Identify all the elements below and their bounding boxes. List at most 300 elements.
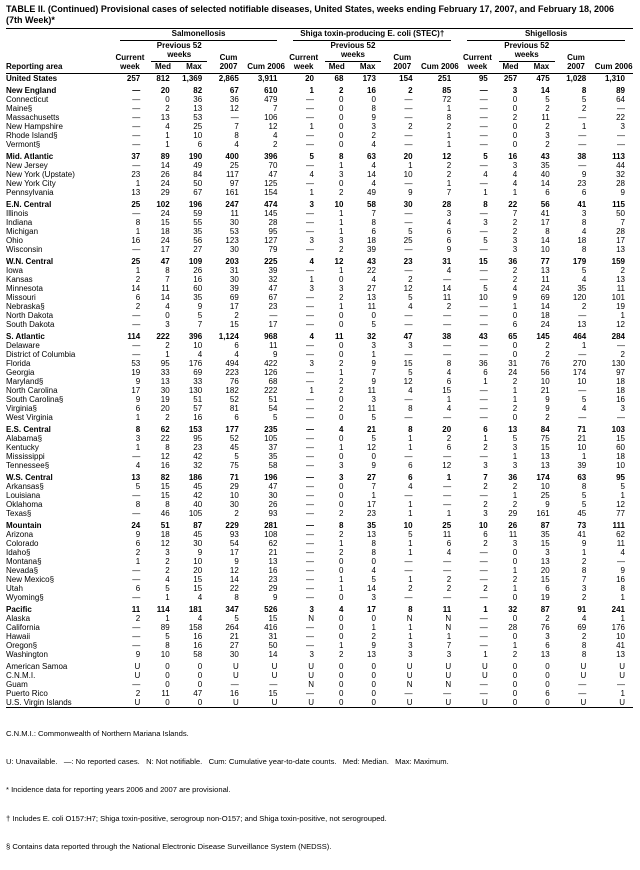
value-cell: 4 [165,122,170,132]
value-cell: 0 [512,662,518,672]
value-cell: — [479,302,488,312]
value-cell: 1 [408,548,413,558]
table-row [6,386,633,395]
value-cell: 1,028 [566,74,587,84]
value-cell: 4 [512,170,518,180]
reporting-area-cell: Montana§ [6,557,42,567]
value-cell: 1 [371,350,376,360]
value-cell: 17 [131,386,141,396]
reporting-area-cell: Idaho§ [6,548,31,558]
table-row [6,284,633,293]
value-cell: — [443,413,452,423]
value-cell: 4 [408,302,413,312]
value-cell: — [306,623,314,633]
value-cell: 4 [371,566,376,576]
reporting-area-cell: District of Columbia [6,350,76,360]
value-cell: 4 [581,227,587,237]
value-cell: 91 [577,605,587,615]
value-cell: 0 [339,500,344,510]
value-cell: — [443,350,452,360]
value-cell: 9 [371,359,376,369]
value-cell: 2 [272,140,278,150]
value-cell: — [404,320,413,330]
value-cell: 5 [234,614,239,624]
value-cell: 11 [616,539,625,549]
value-cell: 0 [197,662,203,672]
value-cell: 0 [371,95,376,105]
value-cell: U [308,671,314,681]
value-cell: — [306,218,314,228]
value-cell: — [479,245,488,255]
value-cell: 6 [135,293,141,303]
value-cell: 59 [193,209,203,219]
table-row [6,671,633,680]
value-cell: 3 [545,548,550,558]
reporting-area-cell: Maine§ [6,104,33,114]
value-cell: 72 [442,95,452,105]
value-cell: 45 [193,482,203,492]
value-cell: — [306,473,314,483]
col-header-current-week: Current week [112,41,149,73]
value-cell: — [404,689,413,699]
value-cell: 5 [408,530,413,540]
value-cell: 1 [165,140,170,150]
value-cell: 13 [540,266,550,276]
value-cell: 8 [165,641,170,651]
value-cell: 26 [268,500,278,510]
value-cell: 15 [540,539,550,549]
value-cell: 1 [135,227,141,237]
reporting-area-cell: Pacific [6,605,32,615]
value-cell: 93 [268,509,278,519]
reporting-area-cell: Wyoming§ [6,593,44,603]
value-cell: 36 [193,95,203,105]
value-cell: 10 [193,557,203,567]
value-cell: 16 [616,395,625,405]
reporting-area-cell: Mid. Atlantic [6,152,54,162]
value-cell: — [306,521,314,531]
value-cell: 6 [483,530,488,540]
value-cell: — [306,161,314,171]
value-cell: — [404,245,413,255]
value-cell: 1 [135,443,141,453]
value-cell: 26 [193,266,203,276]
value-cell: — [617,104,625,114]
table-row [6,113,633,122]
value-cell: 68 [268,377,278,387]
value-cell: 4 [620,548,625,558]
value-cell: 0 [339,341,344,351]
value-cell: — [404,179,413,189]
value-cell: 2 [135,689,141,699]
value-cell: 50 [193,179,203,189]
value-cell: 52 [229,395,239,405]
reporting-area-cell: California [6,623,40,633]
value-cell: 8 [483,200,488,210]
value-cell: 10 [540,245,550,255]
value-cell: N [445,680,452,690]
value-cell: 13 [540,557,550,567]
value-cell: — [132,593,141,603]
value-cell: 1 [483,377,488,387]
value-cell: 196 [188,200,203,210]
value-cell: 11 [508,530,518,540]
value-cell: 31 [229,266,239,276]
value-cell: 14 [540,302,550,312]
table-row [6,293,633,302]
value-cell: — [132,566,141,576]
value-cell: 2 [512,227,518,237]
value-cell: 0 [545,698,550,708]
value-cell: 474 [264,200,278,210]
value-cell: 54 [268,404,278,414]
value-cell: — [306,311,314,321]
value-cell: 18 [616,452,625,462]
table-row [6,257,633,266]
value-cell: — [404,266,413,276]
value-cell: 39 [229,284,239,294]
value-cell: 6 [483,425,488,435]
value-cell: 16 [229,689,239,699]
value-cell: 1 [512,395,518,405]
col-header-previous-52-weeks [148,41,210,62]
value-cell: 60 [193,284,203,294]
table-row [6,641,633,650]
value-cell: 0 [339,113,344,123]
value-cell: 25 [131,257,141,267]
value-cell: 0 [371,557,376,567]
value-cell: 9 [234,557,239,567]
value-cell: 2 [620,350,625,360]
value-cell: — [306,104,314,114]
value-cell: 0 [165,311,170,321]
value-cell: 5 [483,152,488,162]
value-cell: — [132,161,141,171]
value-cell: 25 [403,236,413,246]
value-cell: 176 [611,623,625,633]
col-header-cum-2007: Cum 2007 [384,41,421,73]
value-cell: U [619,671,625,681]
value-cell: 113 [612,152,625,162]
table-row [6,614,633,623]
value-cell: 35 [367,521,376,531]
value-cell: 2 [165,557,170,567]
table-row [6,662,633,671]
value-cell: 10 [540,482,550,492]
value-cell: 93 [229,530,239,540]
value-cell: — [443,311,452,321]
value-cell: 2 [581,557,587,567]
value-cell: 2 [339,377,344,387]
value-cell: 71 [577,425,587,435]
value-cell: 4 [197,593,203,603]
value-cell: 1 [371,491,376,501]
value-cell: 2 [512,404,518,414]
value-cell: 396 [264,152,278,162]
value-cell: 62 [268,539,278,549]
table-row [6,302,633,311]
value-cell: 9 [581,539,587,549]
table-row [6,122,633,131]
value-cell: 114 [156,605,170,615]
value-cell: 36 [478,359,488,369]
value-cell: 1 [446,632,452,642]
reporting-area-cell: South Dakota [6,320,55,330]
value-cell: — [479,641,488,651]
value-cell: 4 [446,404,452,414]
value-cell: 4 [339,425,344,435]
value-cell: 11 [541,275,550,285]
value-cell: 11 [442,293,452,303]
table-row [6,200,633,209]
value-cell: 15 [160,218,170,228]
value-cell: 0 [339,275,344,285]
value-cell: 3 [446,650,452,660]
value-cell: 30 [229,245,239,255]
reporting-area-cell: Tennessee§ [6,461,50,471]
reporting-area-cell: South Carolina§ [6,395,64,405]
value-cell: 6 [545,641,550,651]
value-cell: 0 [512,680,518,690]
value-cell: 0 [339,131,344,141]
value-cell: 0 [339,632,344,642]
reporting-area-cell: Arkansas§ [6,482,44,492]
table-row [6,413,633,422]
value-cell: — [306,404,314,414]
value-cell: 1 [309,122,314,132]
value-cell: 4 [339,605,344,615]
value-cell: 2 [339,650,344,660]
value-cell: 8 [135,218,141,228]
value-cell: 40 [540,170,550,180]
value-cell: 62 [616,530,625,540]
value-cell: — [404,95,413,105]
value-cell: 6 [483,368,488,378]
table-row [6,170,633,179]
value-cell: 1 [165,614,170,624]
reporting-area-cell: Puerto Rico [6,689,48,699]
value-cell: 5 [581,395,587,405]
value-cell: 22 [508,200,518,210]
value-cell: U [406,662,413,672]
value-cell: 41 [577,200,587,210]
value-cell: 8 [581,641,587,651]
value-cell: 4 [581,404,587,414]
value-cell: 1 [339,368,344,378]
value-cell: 87 [540,521,550,531]
value-cell: — [306,140,314,150]
value-cell: 257 [503,74,518,84]
value-cell: 0 [197,680,203,690]
value-cell: 8 [135,425,141,435]
table-row [6,74,633,84]
value-cell: 3 [512,443,518,453]
value-cell: 8 [339,152,344,162]
value-cell: 4 [408,386,413,396]
value-cell: — [479,95,488,105]
value-cell: 3 [512,86,518,96]
group-header-salmonellosis [112,29,286,41]
value-cell: U [308,698,314,708]
value-cell: U [481,671,488,681]
value-cell: 27 [367,473,376,483]
reporting-area-cell: Pennsylvania [6,188,54,198]
value-cell: — [132,86,141,96]
value-cell: 6 [135,584,141,594]
value-cell: — [306,425,314,435]
value-cell: 6 [545,689,550,699]
value-cell: — [404,113,413,123]
value-cell: 2 [581,302,587,312]
value-cell: 2 [234,509,239,519]
table-row [6,86,633,95]
value-cell: 73 [577,521,587,531]
value-cell: 5 [483,284,488,294]
value-cell: 8 [581,218,587,228]
value-cell: 1 [339,584,344,594]
value-cell: 25 [442,521,452,531]
value-cell: 60 [616,443,625,453]
value-cell: 17 [160,245,170,255]
value-cell: 2 [339,188,344,198]
value-cell: 17 [540,218,550,228]
value-cell: 2 [483,482,488,492]
reporting-area-cell: American Samoa [6,662,68,672]
col-header-max: Max [525,62,558,73]
value-cell: 69 [540,293,550,303]
reporting-area-cell: Kentucky [6,443,39,453]
value-cell: — [404,104,413,114]
table-row [6,650,633,659]
value-cell: 82 [160,473,170,483]
value-cell: 6 [234,341,239,351]
value-cell: 3 [408,641,413,651]
value-cell: 2,865 [218,74,239,84]
value-cell: 58 [367,200,376,210]
value-cell: — [404,140,413,150]
value-cell: 3 [309,236,314,246]
value-cell: 610 [264,86,278,96]
value-cell: 4 [309,257,314,267]
value-cell: 2 [408,86,413,96]
value-cell: 8 [581,245,587,255]
value-cell: 4 [309,170,314,180]
value-cell: 6 [512,320,518,330]
value-cell: 35 [540,161,550,171]
value-cell: 14 [160,161,170,171]
reporting-area-cell: New York (Upstate) [6,170,75,180]
value-cell: U [481,698,488,708]
value-cell: 5 [581,95,587,105]
reporting-area-cell: Washington [6,650,48,660]
table-row [6,218,633,227]
value-cell: 8 [545,227,550,237]
value-cell: 17 [229,548,239,558]
table-row [6,623,633,632]
value-cell: 5 [408,368,413,378]
value-cell: 18 [577,236,587,246]
value-cell: 31 [268,632,278,642]
value-cell: 0 [512,557,518,567]
value-cell: 13 [508,425,518,435]
value-cell: — [230,113,239,123]
value-cell: 475 [536,74,550,84]
value-cell: 1 [620,593,625,603]
value-cell: 4 [371,140,376,150]
value-cell: 101 [611,293,625,303]
value-cell: 12 [442,461,452,471]
value-cell: 3 [408,650,413,660]
value-cell: 3 [371,593,376,603]
value-cell: — [479,140,488,150]
value-cell: — [578,386,587,396]
value-cell: 0 [512,593,518,603]
value-cell: 235 [264,425,278,435]
table-row [6,584,633,593]
value-cell: 15 [193,575,203,585]
value-cell: 0 [339,593,344,603]
value-cell: 20 [540,566,550,576]
value-cell: U [580,698,587,708]
value-cell: 126 [264,368,278,378]
value-cell: — [404,452,413,462]
value-cell: 0 [339,680,344,690]
value-cell: 89 [160,152,170,162]
value-cell: 14 [367,584,376,594]
value-cell: 43 [478,332,488,342]
table-row [6,320,633,329]
value-cell: 8 [408,605,413,615]
value-cell: 5 [135,482,141,492]
col-header-current-week: Current week [285,41,322,73]
value-cell: 15 [229,320,239,330]
value-cell: 0 [512,95,518,105]
col-header-label: Previous 52 weeks [325,42,381,62]
value-cell: 9 [446,245,452,255]
value-cell: 102 [156,200,170,210]
value-cell: 30 [229,218,239,228]
value-cell: — [306,266,314,276]
value-cell: 968 [264,332,278,342]
value-cell: 10 [160,650,170,660]
table-row [6,266,633,275]
value-cell: 49 [193,161,203,171]
reporting-area-cell: Florida [6,359,31,369]
value-cell: 0 [339,566,344,576]
table-row [6,461,633,470]
value-cell: 1 [339,641,344,651]
table-row [6,341,633,350]
value-cell: 1 [309,86,314,96]
value-cell: — [443,452,452,462]
value-cell: — [617,557,625,567]
value-cell: 229 [225,521,239,531]
value-cell: 10 [478,521,488,531]
value-cell: 36 [229,95,239,105]
value-cell: 2 [165,104,170,114]
value-cell: 1 [165,131,170,141]
value-cell: 37 [131,152,141,162]
value-cell: — [132,95,141,105]
value-cell: 0 [512,104,518,114]
value-cell: — [479,179,488,189]
value-cell: — [306,539,314,549]
value-cell: 115 [612,200,625,210]
value-cell: — [479,491,488,501]
value-cell: 5 [620,482,625,492]
value-cell: — [306,368,314,378]
value-cell: 5 [408,293,413,303]
